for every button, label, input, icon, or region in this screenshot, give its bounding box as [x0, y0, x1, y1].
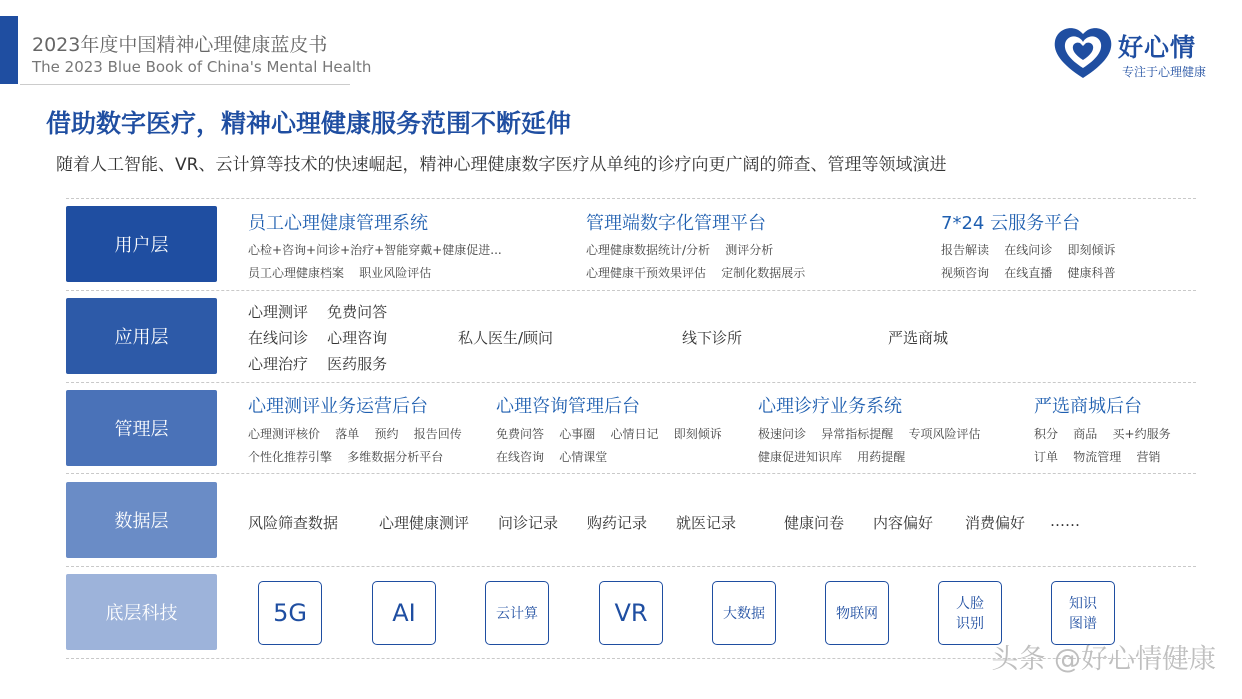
- tech-box-label: 人脸: [956, 596, 984, 612]
- user-block-line: 员工心理健康档案 职业风险评估: [248, 266, 432, 280]
- mgmt-block-line: 个性化推荐引擎 多维数据分析平台: [248, 450, 444, 464]
- tech-box-label: 知识: [1069, 596, 1097, 612]
- tech-box-label: 物联网: [836, 606, 878, 622]
- user-block-line: 报告解读 在线问诊 即刻倾诉: [941, 243, 1116, 257]
- data-item: 风险筛查数据: [248, 514, 339, 532]
- header-divider: [20, 84, 350, 85]
- row-divider: [66, 566, 1196, 567]
- page-subtitle: 随着人工智能、VR、云计算等技术的快速崛起，精神心理健康数字医疗从单纯的诊疗向更广阔的筛查、管理等领域演进: [56, 155, 947, 175]
- layer-label-data: 数据层: [66, 482, 217, 558]
- data-item: 健康问卷: [784, 514, 845, 532]
- row-divider: [66, 198, 1196, 199]
- tech-box-label: 识别: [956, 616, 984, 632]
- header-accent-bar: [0, 16, 18, 84]
- mgmt-block-title: 心理咨询管理后台: [496, 396, 640, 417]
- layer-label-user: 用户层: [66, 206, 217, 282]
- watermark: 头条 @好心情健康: [991, 644, 1216, 675]
- tech-box-label: 大数据: [723, 606, 765, 622]
- tech-box-label: AI: [392, 599, 416, 627]
- logo-name: 好心情: [1118, 33, 1197, 62]
- app-item-line: 心理治疗 医药服务: [248, 355, 388, 373]
- mgmt-block-line: 订单 物流管理 营销: [1034, 450, 1161, 464]
- layer-label-management: 管理层: [66, 390, 217, 466]
- app-item: 线下诊所: [682, 329, 743, 347]
- mgmt-block-line: 积分 商品 买+约服务: [1034, 427, 1171, 441]
- mgmt-block-line: 免费问答 心事圈 心情日记 即刻倾诉: [496, 427, 722, 441]
- page-title: 借助数字医疗，精神心理健康服务范围不断延伸: [46, 109, 572, 138]
- user-block-title: 7*24 云服务平台: [941, 213, 1081, 234]
- data-item: 就医记录: [676, 514, 737, 532]
- row-divider: [66, 290, 1196, 291]
- app-item: 严选商城: [888, 329, 949, 347]
- layer-label-application: 应用层: [66, 298, 217, 374]
- user-block-title: 管理端数字化管理平台: [586, 213, 766, 234]
- user-block-line: 视频咨询 在线直播 健康科普: [941, 266, 1116, 280]
- mgmt-block-title: 心理诊疗业务系统: [758, 396, 902, 417]
- tech-box-label: 5G: [273, 599, 307, 627]
- mgmt-block-line: 心理测评核价 落单 预约 报告回传: [248, 427, 462, 441]
- data-item: 消费偏好: [965, 514, 1026, 532]
- report-title-en: The 2023 Blue Book of China's Mental Health: [32, 58, 372, 76]
- tech-box-face-recognition: [938, 581, 1002, 645]
- tech-box-label: 图谱: [1069, 616, 1097, 632]
- tech-box-vr: [599, 581, 663, 645]
- tech-box-iot: [825, 581, 889, 645]
- heart-shield-logo-icon: [1051, 24, 1115, 82]
- user-block-line: 心检+咨询+问诊+治疗+智能穿戴+健康促进...: [248, 243, 502, 257]
- tech-box-knowledge-graph: [1051, 581, 1115, 645]
- row-divider: [66, 473, 1196, 474]
- data-item: 心理健康测评: [379, 514, 470, 532]
- data-item-more: ……: [1050, 512, 1080, 530]
- data-item: 购药记录: [587, 514, 648, 532]
- mgmt-block-title: 心理测评业务运营后台: [248, 396, 428, 417]
- tech-box-bigdata: [712, 581, 776, 645]
- tech-box-5g: [258, 581, 322, 645]
- tech-box-cloud: [485, 581, 549, 645]
- app-item-line: 在线问诊 心理咨询: [248, 329, 388, 347]
- user-block-line: 心理健康干预效果评估 定制化数据展示: [586, 266, 806, 280]
- app-item-line: 心理测评 免费问答: [248, 303, 388, 321]
- user-block-line: 心理健康数据统计/分析 测评分析: [586, 243, 774, 257]
- tech-box-label: 云计算: [496, 606, 538, 622]
- mgmt-block-line: 健康促进知识库 用药提醒: [758, 450, 906, 464]
- data-item: 问诊记录: [498, 514, 559, 532]
- tech-box-label: VR: [614, 599, 648, 627]
- app-item: 私人医生/顾问: [458, 329, 554, 347]
- row-divider: [66, 382, 1196, 383]
- mgmt-block-line: 极速问诊 异常指标提醒 专项风险评估: [758, 427, 981, 441]
- mgmt-block-title: 严选商城后台: [1034, 396, 1142, 417]
- user-block-title: 员工心理健康管理系统: [248, 213, 428, 234]
- tech-box-ai: [372, 581, 436, 645]
- data-item: 内容偏好: [873, 514, 934, 532]
- mgmt-block-line: 在线咨询 心情课堂: [496, 450, 608, 464]
- report-title-cn: 2023年度中国精神心理健康蓝皮书: [32, 34, 328, 56]
- layer-label-tech: 底层科技: [66, 574, 217, 650]
- logo-slogan: 专注于心理健康: [1122, 65, 1207, 79]
